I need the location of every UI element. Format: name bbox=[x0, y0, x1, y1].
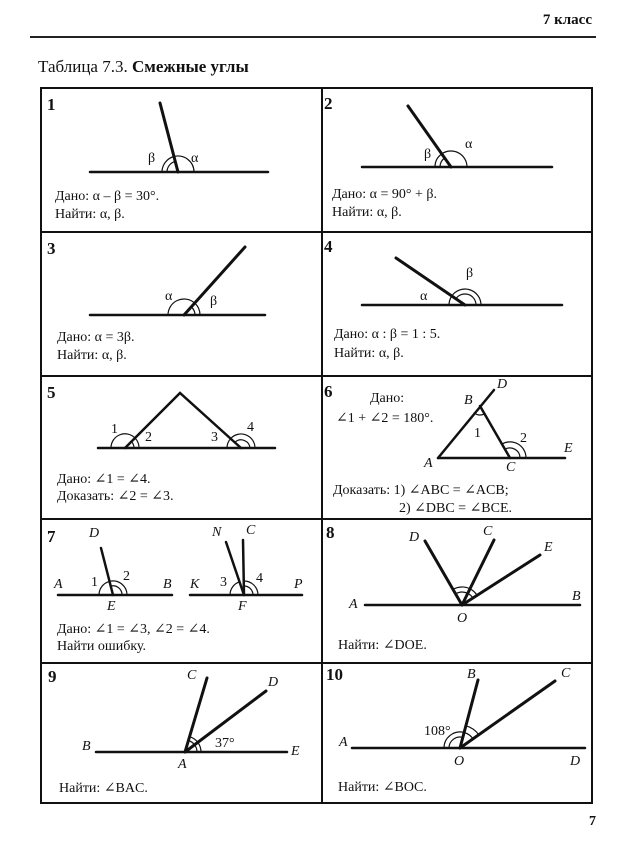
point-D: D bbox=[268, 675, 279, 690]
angle-label-alpha: α bbox=[465, 137, 473, 152]
point-E: E bbox=[564, 441, 573, 456]
angle-label-beta: β bbox=[148, 151, 156, 166]
given-text: Дано: α = 90° + β. bbox=[332, 187, 437, 202]
find-text: Найти: ∠DOE. bbox=[338, 638, 427, 653]
caption-prefix: Таблица 7.3. bbox=[38, 57, 128, 76]
angle-label-1: 1 bbox=[111, 422, 118, 437]
point-C: C bbox=[187, 668, 197, 683]
point-B: B bbox=[464, 393, 473, 408]
figure-3 bbox=[90, 247, 265, 315]
point-O: O bbox=[457, 611, 468, 626]
cell-number: 4 bbox=[324, 237, 333, 256]
angle-label-alpha: α bbox=[191, 151, 199, 166]
figure-1 bbox=[90, 103, 268, 172]
angle-label-alpha: α bbox=[165, 289, 173, 304]
page-number: 7 bbox=[589, 814, 596, 829]
cell-number: 5 bbox=[47, 383, 56, 402]
cell-number: 3 bbox=[47, 239, 56, 258]
point-D: D bbox=[89, 526, 100, 541]
point-D: D bbox=[497, 377, 508, 392]
prove-text: Доказать: ∠2 = ∠3. bbox=[57, 489, 174, 504]
caption-title: Смежные углы bbox=[131, 57, 249, 76]
point-D: D bbox=[570, 754, 581, 769]
cell-number: 7 bbox=[47, 527, 56, 546]
point-C: C bbox=[506, 460, 516, 475]
angle-label-1: 1 bbox=[474, 426, 481, 441]
point-A: A bbox=[178, 757, 187, 772]
point-A: A bbox=[349, 597, 358, 612]
point-C: C bbox=[561, 666, 571, 681]
angle-label-2: 2 bbox=[520, 431, 527, 446]
point-B: B bbox=[467, 667, 476, 682]
angle-label-beta: β bbox=[424, 147, 432, 162]
angle-label-beta: β bbox=[210, 294, 218, 309]
angle-label-2: 2 bbox=[123, 569, 130, 584]
cell-number: 6 bbox=[324, 382, 333, 401]
angle-value-label: 37° bbox=[215, 736, 235, 751]
figure-2 bbox=[362, 106, 552, 167]
cell-number: 8 bbox=[326, 523, 335, 542]
point-D: D bbox=[409, 530, 420, 545]
find-text: Найти: ∠BAC. bbox=[59, 781, 148, 796]
angle-label-4: 4 bbox=[247, 420, 254, 435]
given-text: Дано: α = 3β. bbox=[57, 330, 135, 345]
point-C: C bbox=[483, 524, 493, 539]
angle-label-2: 2 bbox=[145, 430, 152, 445]
given-label: Дано: bbox=[370, 391, 405, 406]
cell-number: 10 bbox=[326, 665, 343, 684]
angle-label-4: 4 bbox=[256, 571, 263, 586]
point-A: A bbox=[54, 577, 63, 592]
given-text: Дано: α : β = 1 : 5. bbox=[334, 327, 441, 342]
given-expression: ∠1 + ∠2 = 180°. bbox=[336, 411, 434, 426]
angle-label-beta: β bbox=[466, 266, 474, 281]
point-B: B bbox=[163, 577, 172, 592]
point-E: E bbox=[107, 599, 116, 614]
point-P: P bbox=[294, 577, 303, 592]
cell-number: 9 bbox=[48, 667, 57, 686]
prove-text-2: 2) ∠DBC = ∠BCE. bbox=[399, 501, 513, 516]
angle-label-3: 3 bbox=[220, 575, 227, 590]
grade-label: 7 класс bbox=[542, 12, 592, 28]
given-text: Дано: α – β = 30°. bbox=[55, 189, 160, 204]
angle-value-label: 108° bbox=[424, 724, 451, 739]
point-F: F bbox=[238, 599, 247, 614]
find-text: Найти: α, β. bbox=[334, 346, 404, 361]
cell-number: 1 bbox=[47, 95, 56, 114]
point-B: B bbox=[572, 589, 581, 604]
point-N: N bbox=[212, 525, 222, 540]
point-C: C bbox=[246, 523, 256, 538]
figure-6 bbox=[438, 390, 565, 458]
point-E: E bbox=[544, 540, 553, 555]
find-text: Найти: α, β. bbox=[57, 348, 127, 363]
point-E: E bbox=[291, 744, 300, 759]
find-text: Найти: α, β. bbox=[332, 205, 402, 220]
prove-text: Доказать: 1) ∠ABC = ∠ACB; bbox=[333, 483, 509, 498]
point-A: A bbox=[339, 735, 348, 750]
point-O: O bbox=[454, 754, 465, 769]
angle-label-3: 3 bbox=[211, 430, 218, 445]
figure-10 bbox=[352, 680, 585, 748]
point-A: A bbox=[424, 456, 433, 471]
given-text: Дано: ∠1 = ∠3, ∠2 = ∠4. bbox=[57, 622, 210, 637]
figure-9 bbox=[96, 678, 287, 752]
point-K: K bbox=[190, 577, 200, 592]
find-text: Найти: α, β. bbox=[55, 207, 125, 222]
find-text: Найти ошибку. bbox=[57, 639, 147, 654]
given-text: Дано: ∠1 = ∠4. bbox=[57, 472, 151, 487]
figure-4 bbox=[362, 258, 562, 305]
find-text: Найти: ∠BOC. bbox=[338, 780, 427, 795]
point-B: B bbox=[82, 739, 91, 754]
cell-number: 2 bbox=[324, 94, 333, 113]
angle-label-alpha: α bbox=[420, 289, 428, 304]
angle-label-1: 1 bbox=[91, 575, 98, 590]
